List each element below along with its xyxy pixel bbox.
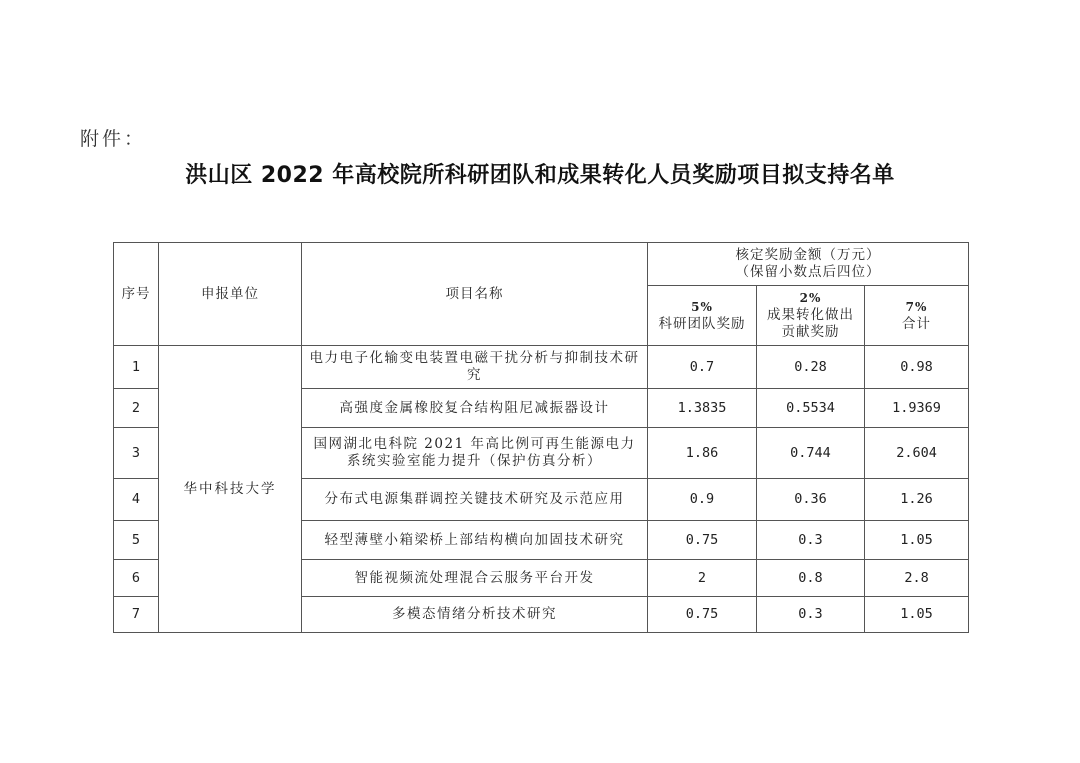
- header-seq: 序号: [114, 243, 159, 346]
- cell-total: 0.98: [865, 346, 969, 389]
- cell-transfer: 0.28: [757, 346, 865, 389]
- header-amount: [648, 243, 969, 286]
- cell-total: 1.9369: [865, 389, 969, 428]
- cell-project: 轻型薄壁小箱梁桥上部结构横向加固技术研究: [302, 521, 648, 560]
- header-amount-note: （保留小数点后四位）: [735, 264, 881, 280]
- award-table: [113, 242, 969, 633]
- cell-team: 0.75: [648, 521, 757, 560]
- header-amount-title: 核定奖励金额（万元）: [735, 247, 881, 263]
- header-transfer-pct: 2%: [799, 291, 822, 305]
- cell-team: 0.7: [648, 346, 757, 389]
- cell-seq: 2: [114, 389, 159, 428]
- cell-seq: 6: [114, 560, 159, 597]
- cell-total: 1.26: [865, 479, 969, 521]
- header-total-pct: 7%: [905, 299, 928, 314]
- header-unit: 申报单位: [159, 243, 302, 346]
- header-total-label: 合计: [902, 315, 932, 332]
- cell-transfer: 0.744: [757, 428, 865, 479]
- cell-seq: 3: [114, 428, 159, 479]
- cell-transfer: 0.36: [757, 479, 865, 521]
- header-team-pct: 5%: [691, 299, 713, 314]
- cell-total: 1.05: [865, 597, 969, 633]
- cell-unit: 华中科技大学: [159, 346, 302, 633]
- cell-project: 高强度金属橡胶复合结构阻尼减振器设计: [302, 389, 648, 428]
- cell-project: 国网湖北电科院 2021 年高比例可再生能源电力系统实验室能力提升（保护仿真分析）: [302, 428, 648, 479]
- header-total: [865, 286, 969, 346]
- cell-project: 智能视频流处理混合云服务平台开发: [302, 560, 648, 597]
- cell-total: 1.05: [865, 521, 969, 560]
- cell-total: 2.8: [865, 560, 969, 597]
- cell-team: 2: [648, 560, 757, 597]
- header-project: 项目名称: [302, 243, 648, 346]
- cell-transfer: 0.3: [757, 521, 865, 560]
- header-team: [648, 286, 757, 346]
- cell-seq: 1: [114, 346, 159, 389]
- cell-team: 0.75: [648, 597, 757, 633]
- header-transfer: [757, 286, 865, 346]
- cell-project: 多模态情绪分析技术研究: [302, 597, 648, 633]
- cell-team: 1.86: [648, 428, 757, 479]
- cell-project: 电力电子化输变电装置电磁干扰分析与抑制技术研究: [302, 346, 648, 389]
- cell-transfer: 0.3: [757, 597, 865, 633]
- header-transfer-label: 成果转化做出贡献奖励: [767, 307, 854, 340]
- cell-transfer: 0.5534: [757, 389, 865, 428]
- cell-team: 0.9: [648, 479, 757, 521]
- table-row: [114, 346, 969, 389]
- cell-seq: 4: [114, 479, 159, 521]
- header-team-label: 科研团队奖励: [658, 315, 746, 332]
- cell-total: 2.604: [865, 428, 969, 479]
- cell-project: 分布式电源集群调控关键技术研究及示范应用: [302, 479, 648, 521]
- cell-seq: 7: [114, 597, 159, 633]
- cell-seq: 5: [114, 521, 159, 560]
- cell-team: 1.3835: [648, 389, 757, 428]
- document-title: 洪山区 2022 年高校院所科研团队和成果转化人员奖励项目拟支持名单: [185, 163, 895, 188]
- cell-transfer: 0.8: [757, 560, 865, 597]
- attachment-label: 附件：: [80, 128, 147, 150]
